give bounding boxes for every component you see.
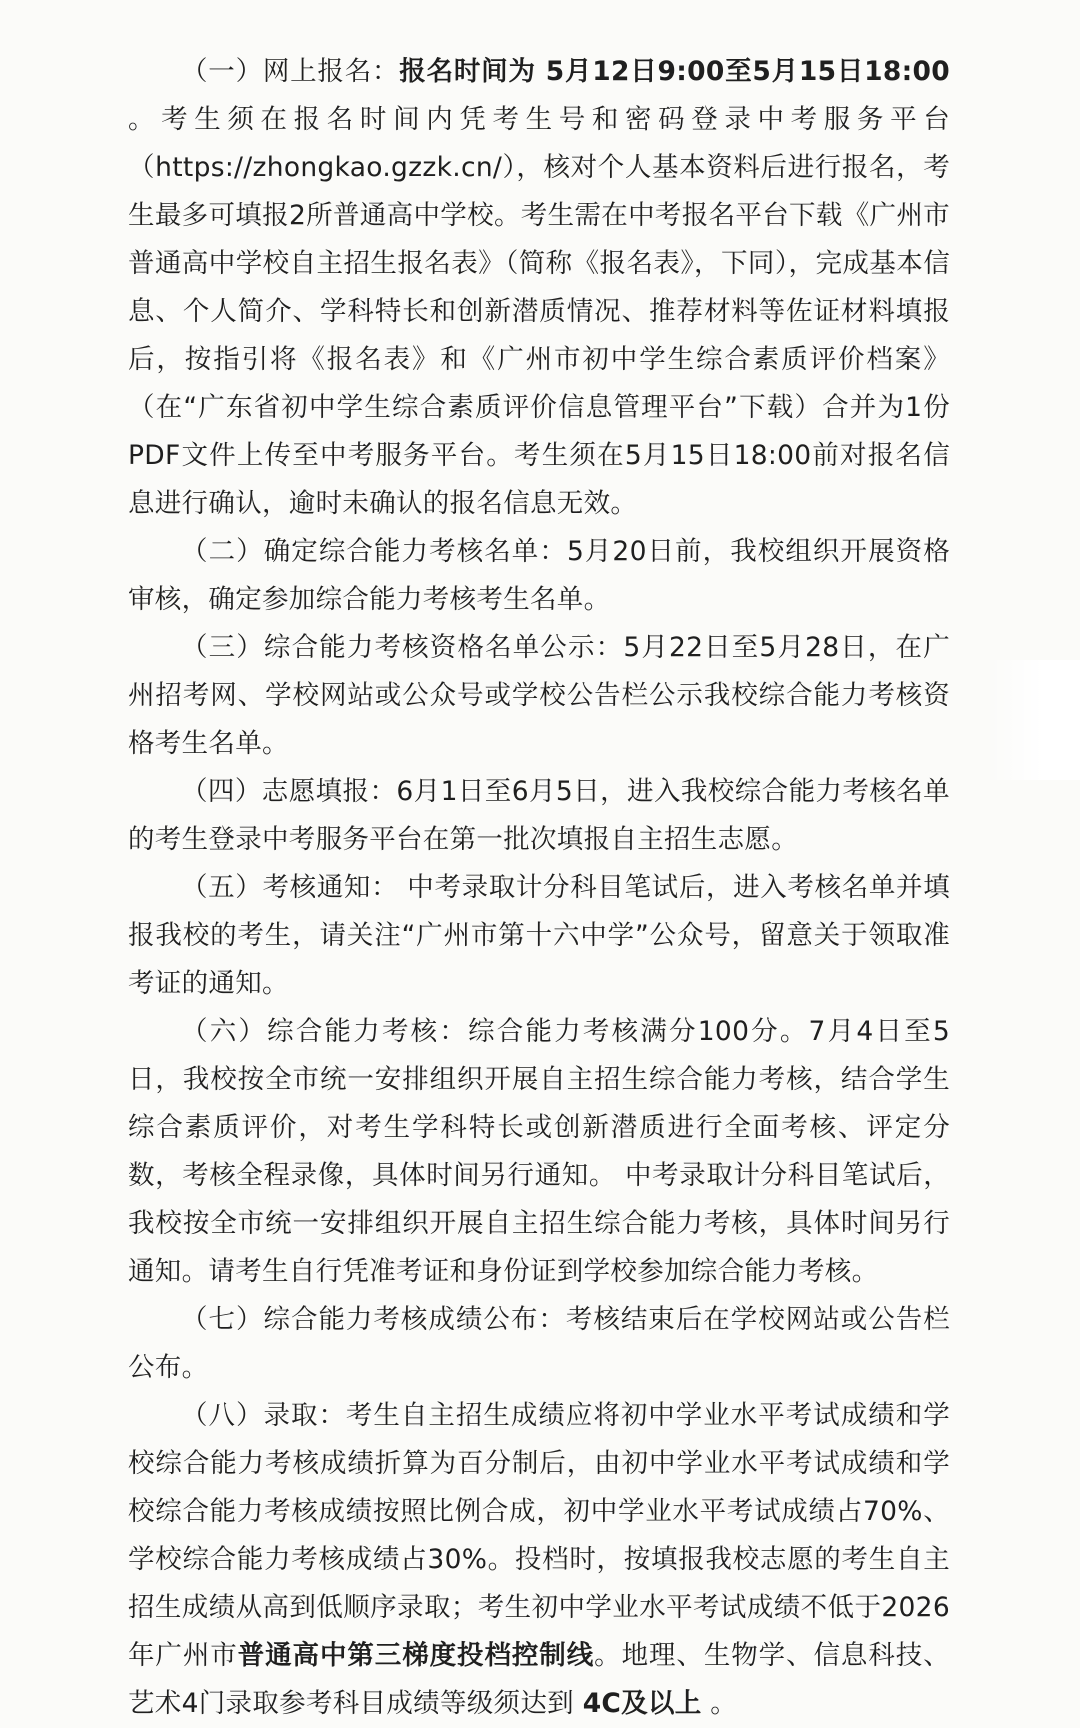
- section-5-exam-notice: （五）考核通知： 中考录取计分科目笔试后，进入考核名单并填报我校的考生，请关注“广州市第十六中学”公众号，留意关于领取准考证的通知。: [128, 872, 950, 999]
- section-8-body: （八）录取：考生自主招生成绩应将初中学业水平考试成绩和学校综合能力考核成绩折算为百分制后，由初中学业水平考试成绩和学校综合能力考核成绩按照比例合成，初中学业水平考试成绩占70%、学校综合能力考核成绩占30%。投档时，按填报我校志愿的考生自主招生成绩从高到低顺序录取；考生初中学业水平考试成绩不低于2026年广州市: [128, 1400, 950, 1671]
- grade-requirement-bold: 4C及以上: [582, 1688, 702, 1719]
- section-1-body: 。考生须在报名时间内凭考生号和密码登录中考服务平台（https://zhongkao.gzzk.cn/），核对个人基本资料后进行报名，考生最多可填报2所普通高中学校。考生需在中考报名平台下载《广州市普通高中学校自主招生报名表》（简称《报名表》，下同），完成基本信息、个人简介、学科特长和创新潜质情况、推荐材料等佐证材料填报后，按指引将《报名表》和《广州市初中学生综合素质评价档案》（在“广东省初中学生综合素质评价信息管理平台”下载）合并为1份PDF文件上传至中考服务平台。考生须在5月15日18:00前对报名信息进行确认，逾时未确认的报名信息无效。: [128, 104, 950, 519]
- section-8-subjects: 。地理、生物学、信息科技、艺术4门录取参考科目成绩等级须达到: [128, 1640, 950, 1719]
- section-1-heading: （一）网上报名：: [181, 56, 400, 87]
- section-2-review-list: （二）确定综合能力考核名单：5月20日前，我校组织开展资格审核，确定参加综合能力考核考生名单。: [128, 536, 950, 615]
- registration-time-bold: 报名时间为 5月12日9:00至5月15日18:00: [399, 56, 950, 87]
- section-4-application: （四）志愿填报：6月1日至6月5日，进入我校综合能力考核名单的考生登录中考服务平台在第一批次填报自主招生志愿。: [128, 776, 950, 855]
- section-7-score-publication: （七）综合能力考核成绩公布：考核结束后在学校网站或公告栏公布。: [128, 1304, 950, 1383]
- section-3-public-notice: （三）综合能力考核资格名单公示：5月22日至5月28日，在广州招考网、学校网站或公众号或学校公告栏公示我校综合能力考核资格考生名单。: [128, 632, 950, 759]
- control-line-bold: 普通高中第三梯度投档控制线: [237, 1640, 595, 1671]
- section-8-end: 。: [701, 1688, 738, 1719]
- section-1-online-registration: [128, 48, 950, 528]
- section-6-ability-assessment: （六）综合能力考核：综合能力考核满分100分。7月4日至5日，我校按全市统一安排组织开展自主招生综合能力考核，结合学生综合素质评价，对考生学科特长或创新潜质进行全面考核、评定分数，考核全程录像，具体时间另行通知。 中考录取计分科目笔试后，我校按全市统一安排组织开展自主招生综合能力考核，具体时间另行通知。请考生自行凭准考证和身份证到学校参加综合能力考核。: [128, 1016, 950, 1287]
- section-8-admission: [128, 1392, 950, 1728]
- photo-glare: [990, 660, 1080, 780]
